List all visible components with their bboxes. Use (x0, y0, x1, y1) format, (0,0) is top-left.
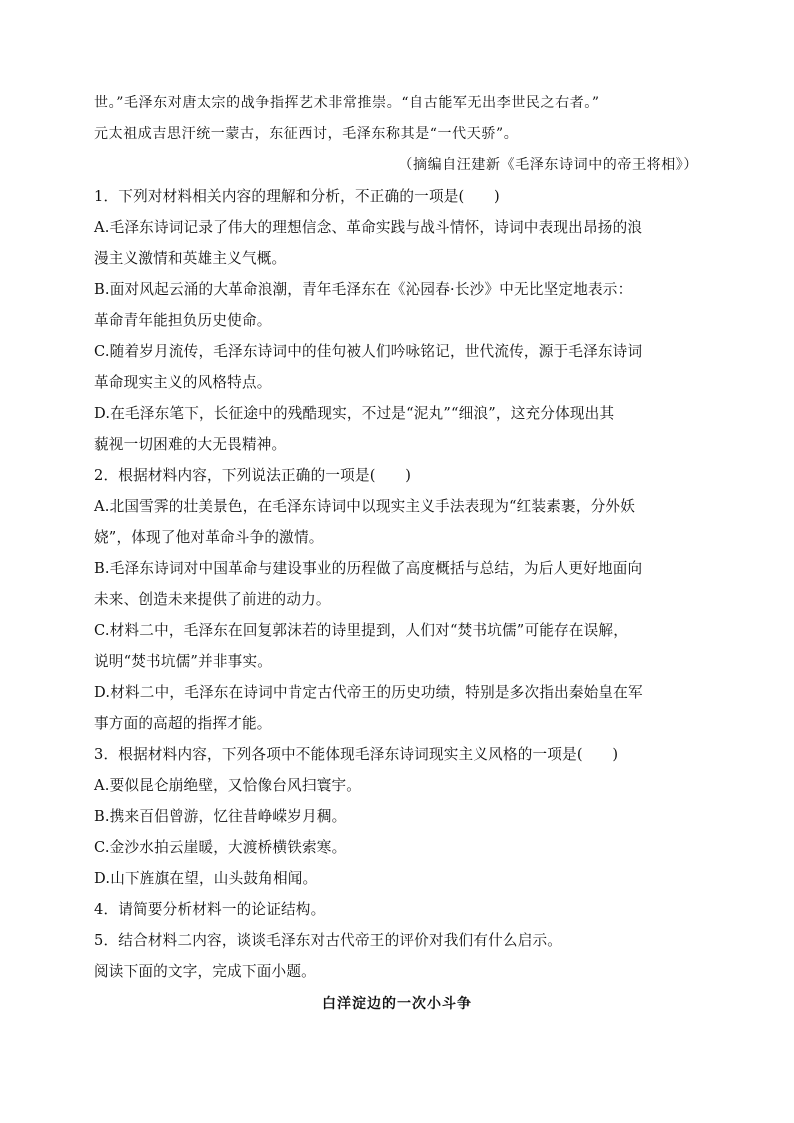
option-a-line-2: 娆”，体现了他对革命斗争的激情。 (94, 529, 324, 546)
reading-instruction: 阅读下面的文字，完成下面小题。 (94, 963, 316, 980)
option-b: B.携来百侣曾游，忆往昔峥嵘岁月稠。 (94, 808, 347, 825)
option-b-line-2: 革命青年能担负历史使命。 (94, 312, 272, 329)
question-5: 5．结合材料二内容，谈谈毛泽东对古代帝王的评价对我们有什么启示。 (94, 932, 563, 949)
option-c-line-2: 说明“焚书坑儒”并非事实。 (94, 653, 273, 670)
question-1 (94, 181, 700, 460)
question-stem: 3．根据材料内容，下列各项中不能体现毛泽东诗词现实主义风格的一项是( ) (94, 746, 619, 763)
passage-line: 世。”毛泽东对唐太宗的战争指挥艺术非常推崇。“自古能军无出李世民之右者。” (94, 95, 600, 111)
option-a-line-1: A.毛泽东诗词记录了伟大的理想信念、革命实践与战斗情怀，诗词中表现出昂扬的浪 (94, 219, 643, 236)
question-3 (94, 739, 700, 894)
option-b-line-1: B.毛泽东诗词对中国革命与建设事业的历程做了高度概括与总结，为后人更好地面向 (94, 560, 643, 577)
question-4: 4．请简要分析材料一的论证结构。 (94, 901, 326, 918)
source-citation: （摘编自汪建新《毛泽东诗词中的帝王将相》） (398, 157, 698, 173)
option-a-line-1: A.北国雪霁的壮美景色，在毛泽东诗词中以现实主义手法表现为“红装素裹，分外妖 (94, 498, 636, 515)
option-d-line-2: 藐视一切困难的大无畏精神。 (94, 436, 287, 453)
option-b-line-1: B.面对风起云涌的大革命浪潮，青年毛泽东在《沁园春·长沙》中无比坚定地表示： (94, 281, 633, 298)
document-page (94, 88, 700, 1020)
option-d-line-2: 事方面的高超的指挥才能。 (94, 715, 272, 732)
option-a: A.要似昆仑崩绝壁，又恰像台风扫寰宇。 (94, 777, 362, 794)
option-d-line-1: D.在毛泽东笔下，长征途中的残酷现实，不过是“泥丸”“细浪”，这充分体现出其 (94, 405, 615, 422)
option-a-line-2: 漫主义激情和英雄主义气概。 (94, 250, 287, 267)
question-stem: 2．根据材料内容，下列说法正确的一项是( ) (94, 467, 412, 484)
question-2 (94, 460, 700, 739)
question-stem: 1．下列对材料相关内容的理解和分析，不正确的一项是( ) (94, 188, 500, 205)
option-d-line-1: D.材料二中，毛泽东在诗词中肯定古代帝王的历史功绩，特别是多次指出秦始皇在军 (94, 684, 643, 701)
option-c-line-2: 革命现实主义的风格特点。 (94, 374, 272, 391)
passage-title: 白洋淀边的一次小斗争 (322, 996, 472, 1012)
option-c-line-1: C.材料二中，毛泽东在回复郭沫若的诗里提到，人们对“焚书坑儒”可能存在误解， (94, 622, 628, 639)
passage-line: 元太祖成吉思汗统一蒙古，东征西讨，毛泽东称其是“一代天骄”。 (94, 126, 519, 142)
option-c-line-1: C.随着岁月流传，毛泽东诗词中的佳句被人们吟咏铭记，世代流传，源于毛泽东诗词 (94, 343, 643, 360)
option-b-line-2: 未来、创造未来提供了前进的动力。 (94, 591, 331, 608)
option-d: D.山下旌旗在望，山头鼓角相闻。 (94, 870, 318, 887)
option-c: C.金沙水拍云崖暖，大渡桥横铁索寒。 (94, 839, 347, 856)
